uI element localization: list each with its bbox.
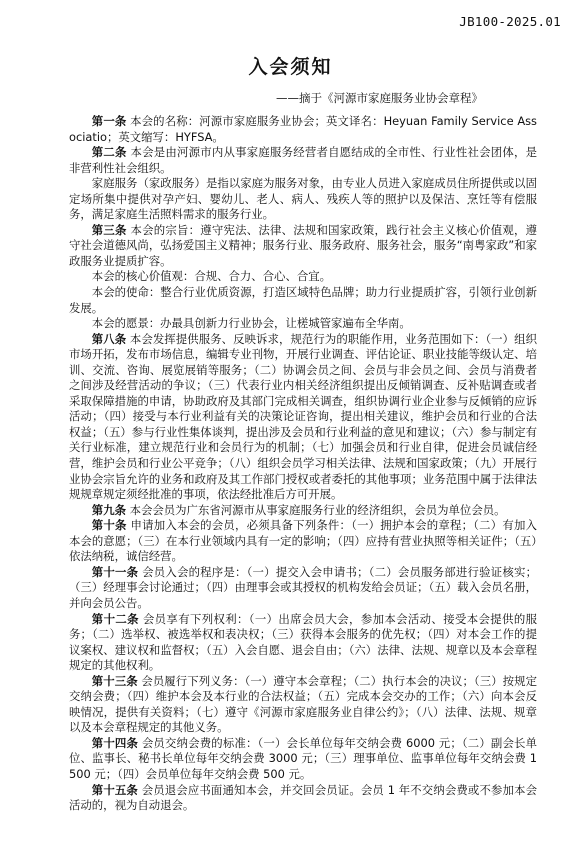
article-text: 本会是由河源市内从事家庭服务经营者自愿结成的全市性、行业性社会团体，是非营利性社会组织。 bbox=[69, 145, 537, 175]
article-text: 会员退会应书面通知本会，并交回会员证。会员 1 年不交纳会费或不参加本会活动的，视为自动退会。 bbox=[69, 782, 537, 813]
paragraph-definition bbox=[69, 176, 537, 223]
paragraph-article-3 bbox=[69, 223, 537, 270]
paragraph-article-2 bbox=[69, 145, 537, 176]
paragraph-mission bbox=[69, 285, 537, 316]
article-label: 第九条 bbox=[91, 502, 126, 517]
paragraph-article-10 bbox=[69, 518, 537, 565]
paragraph-article-11 bbox=[69, 565, 537, 612]
paragraph-vision bbox=[69, 316, 537, 332]
article-text: 本会的使命：整合行业优质资源，打造区域特色品牌；助力行业提质扩容，引领行业创新发展。 bbox=[69, 285, 537, 315]
article-label: 第八条 bbox=[91, 331, 127, 346]
article-label: 第一条 bbox=[91, 114, 127, 128]
paragraph-article-9 bbox=[69, 503, 537, 519]
paragraph-article-13 bbox=[69, 674, 537, 736]
article-text: 本会的名称：河源市家庭服务业协会；英文译名：Heyuan Family Service Associatio；英文缩写：HYFSA。 bbox=[69, 114, 537, 144]
paragraph-article-1 bbox=[69, 114, 537, 145]
article-text: 本会发挥提供服务、反映诉求，规范行为的职能作用，业务范围如下：（一）组织市场开拓，发布市场信息，编辑专业刊物，开展行业调查、评估论证、职业技能等级认定、培训、交流、咨询、展览展销等服务；（二）协调会员之间、会员与非会员之间、会员与消费者之间涉及经营活动的争议；（三）代表行业内相关经济组织提出反倾销调查、反补贴调查或者采取保障措施的申请，协助政府及其部门完成相关调查，组织协调行业企业参与反倾销的应诉活动；（四）接受与本行业利益有关的决策论证咨询，提出相关建议，维护会员和行业的合法权益；（五）参与行业性集体谈判，提出涉及会员和行业利益的意见和建议；（六）参与制定有关行业标准，建立规范行业和会员行为的机制；（七）加强会员和行业自律，促进会员诚信经营，维护会员和行业公平竞争；（八）组织会员学习相关法律、法规和国家政策；（九）开展行业协会宗旨允许的业务和政府及其工作部门授权或者委托的其他事项；业务范围中属于法律法规规章规定须经批准的事项，依法经批准后方可开展。 bbox=[69, 331, 537, 502]
article-text: 会员交纳会费的标准：（一）会长单位每年交纳会费 6000 元；（二）副会长单位、监事长、秘书长单位每年交纳会费 3000 元；（三）理事单位、监事单位每年交纳会费 1500 元；（四）会员单位每年交纳会费 500 元。 bbox=[69, 735, 537, 781]
article-text: 本会的核心价值观：合规、合力、合心、合宜。 bbox=[91, 269, 332, 284]
article-label: 第二条 bbox=[91, 145, 127, 160]
article-text: 会员入会的程序是：（一）提交入会申请书；（二）会员服务部进行验证核实；（三）经理事会讨论通过；（四）由理事会或其授权的机构发给会员证；（五）载入会员名册，并向会员公告。 bbox=[69, 564, 537, 610]
article-label: 第十四条 bbox=[91, 735, 139, 750]
paragraph-core-values bbox=[69, 269, 537, 285]
paragraph-article-14 bbox=[69, 736, 537, 783]
article-text: 本会的愿景：办最具创新力行业协会，让槎城管家遍布全华南。 bbox=[91, 316, 411, 331]
article-label: 第十五条 bbox=[91, 782, 138, 797]
article-label: 第三条 bbox=[91, 222, 127, 237]
article-label: 第十条 bbox=[91, 518, 127, 533]
article-text: 家庭服务（家政服务）是指以家庭为服务对象，由专业人员进入家庭成员住所提供或以固定场所集中提供对孕产妇、婴幼儿、老人、病人、残疾人等的照护以及保洁、烹饪等有偿服务，满足家庭生活照料需求的服务行业。 bbox=[69, 176, 537, 222]
article-text: 申请加入本会的会员，必须具备下列条件：（一）拥护本会的章程；（二）有加入本会的意愿；（三）在本行业领域内具有一定的影响；（四）应持有营业执照等相关证件；（五）依法纳税，诚信经营。 bbox=[69, 518, 537, 564]
paragraph-article-12 bbox=[69, 612, 537, 674]
article-label: 第十一条 bbox=[91, 564, 139, 579]
article-label: 第十三条 bbox=[91, 673, 138, 688]
article-text: 本会的宗旨：遵守宪法、法律、法规和国家政策，践行社会主义核心价值观，遵守社会道德风尚，弘扬爱国主义精神；服务行业、服务政府、服务社会，服务“南粤家政”和家政服务业提质扩容。 bbox=[69, 222, 537, 268]
page-title: 入会须知 bbox=[248, 56, 333, 78]
article-text: 本会会员为广东省河源市从事家庭服务行业的经济组织，会员为单位会员。 bbox=[125, 502, 506, 517]
page-subtitle: ——摘于《河源市家庭服务业协会章程》 bbox=[276, 91, 483, 105]
article-text: 会员享有下列权利：（一）出席会员大会，参加本会活动、接受本会提供的服务；（二）选举权、被选举权和表决权；（三）获得本会服务的优先权；（四）对本会工作的提议案权、建议权和监督权；（五）入会自愿、退会自由；（六）法律、法规、规章以及本会章程规定的其他权利。 bbox=[69, 611, 537, 673]
paragraph-article-15 bbox=[69, 783, 537, 814]
document-code: JB100-2025.01 bbox=[459, 14, 561, 29]
paragraph-article-8 bbox=[69, 332, 537, 503]
article-label: 第十二条 bbox=[91, 611, 139, 626]
document-body bbox=[69, 114, 537, 814]
article-text: 会员履行下列义务：（一）遵守本会章程；（二）执行本会的决议；（三）按规定交纳会费；（四）维护本会及本行业的合法权益；（五）完成本会交办的工作；（六）向本会反映情况，提供有关资料；（七）遵守《河源市家庭服务业自律公约》；（八）法律、法规、规章以及本会章程规定的其他义务。 bbox=[69, 673, 537, 735]
